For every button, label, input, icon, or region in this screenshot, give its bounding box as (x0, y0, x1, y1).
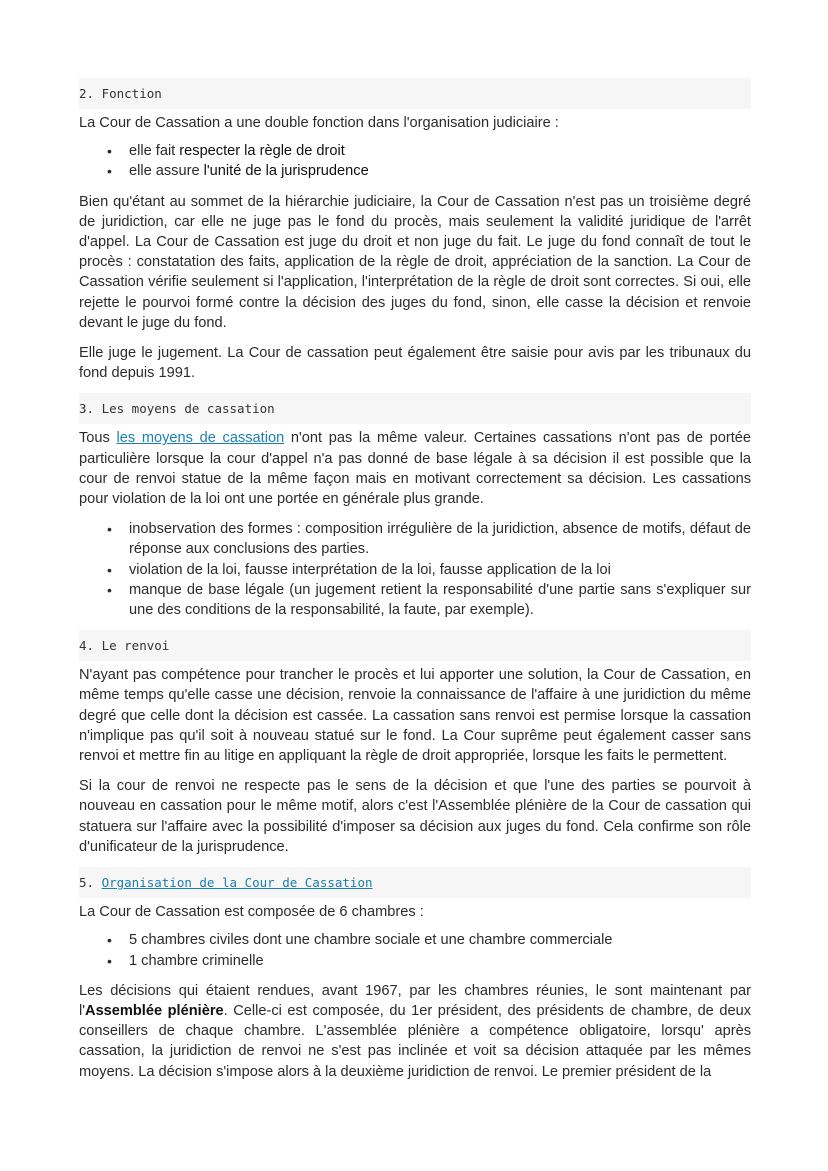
section-heading-organisation (79, 867, 751, 898)
paragraph-moyens (79, 428, 751, 509)
list-item: • violation de la loi, fausse interprétation de la loi, fausse application de la loi (129, 560, 751, 580)
section-heading-fonction: 2. Fonction (79, 78, 751, 109)
list-item-text: elle fait (129, 143, 180, 160)
list-item (129, 161, 751, 181)
list-fonction (79, 141, 751, 181)
bold-assemblee-pleniere: Assemblée plénière (85, 1002, 224, 1019)
paragraph-renvoi-1: N'ayant pas compétence pour trancher le procès et lui apporter une solution, la Cour de Cassation, en même temps qu'elle casse une décision, renvoie la connaissance de l'affaire à une juridiction du même degré que celle dont la décision est cassée. La cassation sans renvoi est permise lorsque la cassation n'implique pas qu'il soit à nouveau statué sur le fond. La Cour suprême peut également casser sans renvoi et mettre fin au litige en appliquant la règle de droit appropriée, lorsque les faits le permettent. (79, 667, 751, 765)
paragraph-fonction-avis: Elle juge le jugement. La Cour de cassation peut également être saisie pour avis par les tribunaux du fond depuis 1991. (79, 345, 751, 382)
list-item (129, 141, 751, 161)
paragraph-text: Tous (79, 430, 117, 447)
list-item: • inobservation des formes : composition irrégulière de la juridiction, absence de motifs, défaut de réponse aux conclusions des parties. (129, 519, 751, 559)
paragraph-assemblee (79, 981, 751, 1082)
list-moyens (79, 519, 751, 620)
paragraph-fonction-body: Bien qu'étant au sommet de la hiérarchie judiciaire, la Cour de Cassation n'est pas un troisième degré de juridiction, car elle ne juge pas le fond du procès, mais seulement la validité juridique de l'arrêt d'appel. La Cour de Cassation est juge du droit et non juge du fait. Le juge du fond connaît de tout le procès : constatation des faits, application de la règle de droit, appréciation de la sanction. La Cour de Cassation vérifie seulement si l'application, l'interprétation de la règle de droit sont correctes. Si oui, elle rejette le pourvoi formé contre la décision des juges du fond, sinon, elle casse la décision et renvoie devant le juge du fond. (79, 193, 751, 331)
heading-number: 5. (79, 875, 102, 891)
list-item: • 5 chambres civiles dont une chambre sociale et une chambre commerciale (129, 930, 751, 950)
section-heading-renvoi: 4. Le renvoi (79, 630, 751, 661)
paragraph-renvoi-2: Si la cour de renvoi ne respecte pas le sens de la décision et que l'une des parties se pourvoit à nouveau en cassation pour le même motif, alors c'est l'Assemblée plénière de la Cour de cassation qui statuera sur l'affaire avec la possibilité d'imposer sa décision aux juges du fond. Cela confirme son rôle d'unificateur de la jurisprudence. (79, 778, 751, 855)
list-item: • 1 chambre criminelle (129, 951, 751, 971)
link-organisation-cour[interactable]: Organisation de la Cour de Cassation (101, 875, 373, 891)
link-moyens-de-cassation[interactable]: les moyens de cassation (116, 430, 285, 447)
paragraph-text: . Celle-ci est composée, du 1er président, des présidents de chambre, de deux conseillers de chaque chambre. L'assemblée plénière a compétence obligatoire, lorsqu' après cassation, la juridiction de renvoi ne s'est pas inclinée et voit sa décision attaquée par les mêmes moyens. La décision s'impose alors à la deuxième juridiction de renvoi. Le premier président de la (79, 1002, 751, 1080)
list-chambres (79, 930, 751, 970)
paragraph-organisation-intro: La Cour de Cassation est composée de 6 chambres : (79, 904, 424, 921)
paragraph-text: Les décisions qui étaient rendues, avant 1967, par les chambres réunies, le sont maintenant par l' (79, 982, 751, 1019)
list-item-text: elle assure (129, 163, 204, 180)
section-heading-moyens: 3. Les moyens de cassation (79, 393, 751, 424)
paragraph-fonction-intro: La Cour de Cassation a une double fonction dans l'organisation judiciaire : (79, 115, 559, 131)
list-item: • manque de base légale (un jugement retient la responsabilité d'une partie sans s'expliquer sur une des conditions de la responsabilité, la faute, par exemple). (129, 580, 751, 620)
document-page (79, 78, 751, 1092)
list-item-emphasis: respecter la règle de droit (179, 143, 345, 160)
list-item-emphasis: l'unité de la jurisprudence (203, 163, 369, 180)
paragraph-text: n'ont pas la même valeur. Certaines cassations n'ont pas de portée particulière lorsque la cour d'appel n'a pas donné de base légale à sa décision il est possible que la cour de renvoi statue de la même façon mais en motivant correctement sa décision. Les cassations pour violation de la loi ont une portée en générale plus grande. (79, 430, 751, 508)
